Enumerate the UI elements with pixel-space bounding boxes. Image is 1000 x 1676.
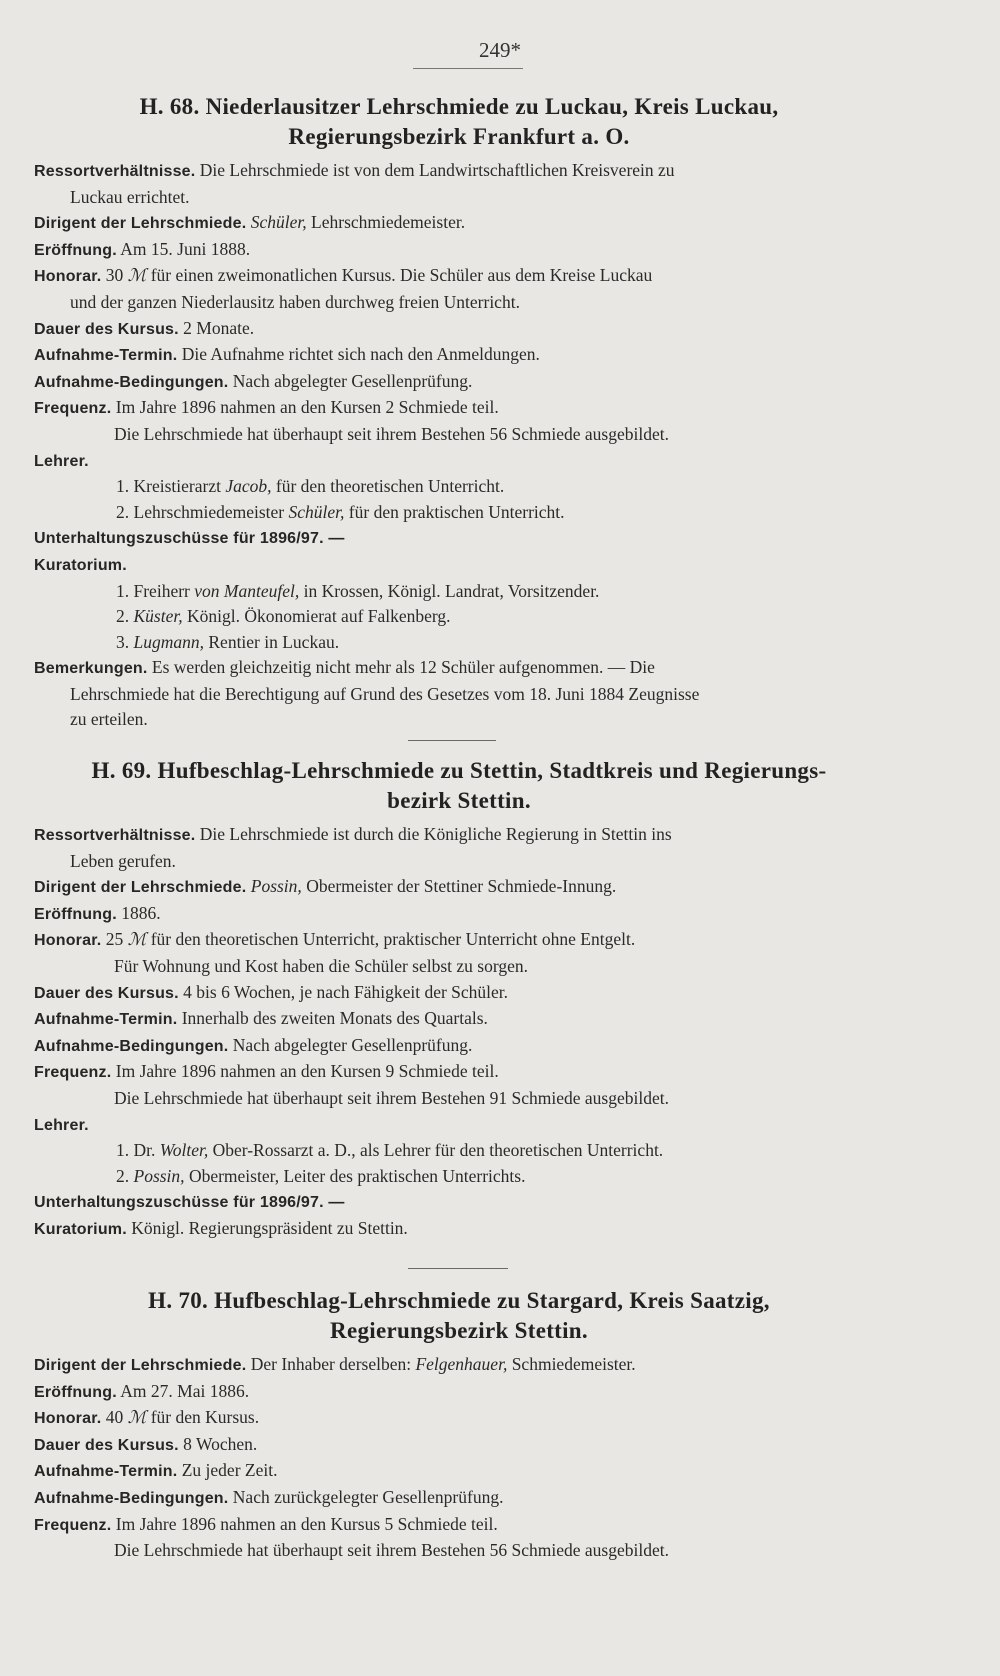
section-title-line2: Regierungsbezirk Frankfurt a. O. (288, 124, 630, 149)
entry-dauer: Dauer des Kursus. 2 Monate. (34, 317, 255, 338)
list-item: 3. Lugmann, Rentier in Luckau. (116, 631, 340, 652)
entry-bemerkungen-cont: Lehrschmiede hat die Berechtigung auf Grund des Gesetzes vom 18. Juni 1884 Zeugnisse (70, 683, 700, 704)
entry-dirigent: Dirigent der Lehrschmiede. Schüler, Lehrschmiedemeister. (34, 212, 466, 233)
entry-eroeffnung: Eröffnung. Am 27. Mai 1886. (34, 1380, 250, 1401)
entry-kuratorium: Kuratorium. Königl. Regierungspräsident zu Stettin. (34, 1217, 408, 1238)
entry-honorar: Honorar. 30 ℳ für einen zweimonatlichen Kursus. Die Schüler aus dem Kreise Luckau (34, 265, 653, 286)
section-h68 (34, 92, 884, 733)
list-item: 1. Kreistierarzt Jacob, für den theoretischen Unterricht. (116, 476, 505, 497)
section-h70 (34, 1286, 884, 1564)
entry-honorar: Honorar. 40 ℳ für den Kursus. (34, 1407, 260, 1428)
list-item: 1. Dr. Wolter, Ober-Rossarzt a. D., als Lehrer für den theoretischen Unterricht. (116, 1140, 664, 1161)
entry-aufnahme-bedingungen: Aufnahme-Bedingungen. Nach abgelegter Gesellenprüfung. (34, 370, 473, 391)
entry-honorar-cont: Für Wohnung und Kost haben die Schüler selbst zu sorgen. (114, 955, 529, 976)
entry-aufnahme-termin: Aufnahme-Termin. Die Aufnahme richtet sich nach den Anmeldungen. (34, 344, 540, 365)
entry-eroeffnung: Eröffnung. 1886. (34, 902, 161, 923)
entry-dirigent: Dirigent der Lehrschmiede. Possin, Obermeister der Stettiner Schmiede-Innung. (34, 876, 617, 897)
entry-aufnahme-bedingungen: Aufnahme-Bedingungen. Nach abgelegter Gesellenprüfung. (34, 1034, 473, 1055)
entry-aufnahme-termin: Aufnahme-Termin. Zu jeder Zeit. (34, 1460, 278, 1481)
entry-bemerkungen-cont2: zu erteilen. (70, 709, 148, 730)
entry-dauer: Dauer des Kursus. 8 Wochen. (34, 1433, 258, 1454)
entry-lehrer: Lehrer. (34, 1116, 89, 1134)
entry-aufnahme-termin: Aufnahme-Termin. Innerhalb des zweiten Monats des Quartals. (34, 1008, 488, 1029)
entry-frequenz: Frequenz. Im Jahre 1896 nahmen an den Kursen 9 Schmiede teil. (34, 1061, 499, 1082)
section-title: H. 70. Hufbeschlag-Lehrschmiede zu Stargard, Kreis Saatzig, (148, 1288, 770, 1313)
entry-honorar: Honorar. 25 ℳ für den theoretischen Unterricht, praktischer Unterricht ohne Entgelt. (34, 929, 636, 950)
page-number: 249* (479, 38, 521, 62)
entry-frequenz-cont: Die Lehrschmiede hat überhaupt seit ihrem Bestehen 56 Schmiede ausgebildet. (114, 423, 669, 444)
entry-eroeffnung: Eröffnung. Am 15. Juni 1888. (34, 238, 251, 259)
section-divider (408, 740, 496, 741)
entry-dirigent: Dirigent der Lehrschmiede. Der Inhaber derselben: Felgenhauer, Schmiedemeister. (34, 1354, 636, 1374)
entry-ressort: Ressortverhältnisse. Die Lehrschmiede ist durch die Königliche Regierung in Stettin ins (34, 824, 672, 844)
list-item: 2. Possin, Obermeister, Leiter des praktischen Unterrichts. (116, 1165, 526, 1186)
entry-frequenz: Frequenz. Im Jahre 1896 nahmen an den Kursus 5 Schmiede teil. (34, 1513, 498, 1534)
page-number-rule (413, 68, 523, 69)
list-item: 2. Lehrschmiedemeister Schüler, für den praktischen Unterricht. (116, 501, 565, 522)
section-title-line2: Regierungsbezirk Stettin. (330, 1318, 588, 1343)
section-title: H. 68. Niederlausitzer Lehrschmiede zu Luckau, Kreis Luckau, (139, 94, 779, 119)
entry-ressort-cont: Luckau errichtet. (70, 186, 190, 207)
section-h69 (34, 756, 884, 1243)
list-item: 2. Küster, Königl. Ökonomierat auf Falkenberg. (116, 606, 451, 627)
entry-aufnahme-bedingungen: Aufnahme-Bedingungen. Nach zurückgelegter Gesellenprüfung. (34, 1486, 504, 1507)
entry-kuratorium: Kuratorium. (34, 556, 127, 574)
entry-lehrer: Lehrer. (34, 452, 89, 470)
entry-dauer: Dauer des Kursus. 4 bis 6 Wochen, je nach Fähigkeit der Schüler. (34, 981, 509, 1002)
section-divider (408, 1268, 508, 1269)
entry-unterhaltung: Unterhaltungszuschüsse für 1896/97. — (34, 530, 345, 548)
entry-ressort-cont: Leben gerufen. (70, 850, 176, 871)
entry-honorar-cont: und der ganzen Niederlausitz haben durchweg freien Unterricht. (70, 291, 520, 312)
entry-frequenz-cont: Die Lehrschmiede hat überhaupt seit ihrem Bestehen 91 Schmiede ausgebildet. (114, 1087, 669, 1108)
list-item: 1. Freiherr von Manteufel, in Krossen, Königl. Landrat, Vorsitzender. (116, 580, 600, 601)
entry-frequenz: Frequenz. Im Jahre 1896 nahmen an den Kursen 2 Schmiede teil. (34, 397, 499, 418)
entry-ressort: Ressortverhältnisse. Die Lehrschmiede ist von dem Landwirtschaftlichen Kreisverein zu (34, 160, 675, 180)
entry-bemerkungen: Bemerkungen. Es werden gleichzeitig nicht mehr als 12 Schüler aufgenommen. — Die (34, 657, 655, 678)
section-title-line2: bezirk Stettin. (387, 788, 531, 813)
entry-frequenz-cont: Die Lehrschmiede hat überhaupt seit ihrem Bestehen 56 Schmiede ausgebildet. (114, 1540, 669, 1561)
entry-unterhaltung: Unterhaltungszuschüsse für 1896/97. — (34, 1194, 345, 1212)
section-title: H. 69. Hufbeschlag-Lehrschmiede zu Stettin, Stadtkreis und Regierungs- (91, 758, 827, 783)
